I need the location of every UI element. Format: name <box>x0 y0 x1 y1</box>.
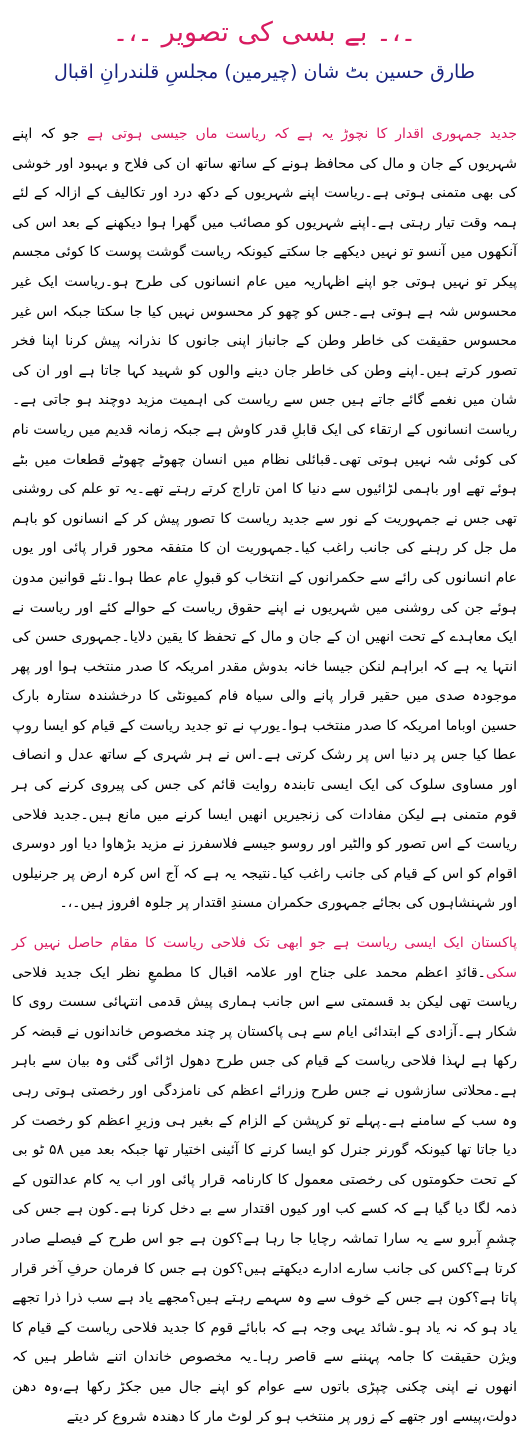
article-paragraph-1 <box>12 120 517 919</box>
article-byline: طارق حسین بٹ شان (چیرمین) مجلسِ قلندرانِ اقبال <box>54 61 475 83</box>
paragraph-2-highlight: پاکستان ایک ایسی ریاست ہے جو ابھی تک فلاحی ریاست کا مقام حاصل نہیں کر سکی <box>12 935 517 981</box>
paragraph-2-body: ۔قائدِ اعظم محمد علی جناح اور علامہ اقبال کا مطمعِ نظر ایک جدید فلاحی ریاست تھی لیکن بد قسمتی سے اس جانب ہماری پیش قدمی انتہائی سست روی کا شکار ہے۔آزادی کے ابتدائی ایام سے ہی پاکستان پر چند مخصوص خاندانوں نے قبضہ کر رکھا ہے لہذا فلاحی ریاست کے قیام کی جس طرح دھول اڑائی گئی وہ بیان سے باہر ہے۔محلاتی سازشوں نے جس طرح وزرائے اعظم کی نامزدگی اور رخصتی ہوتی رہی وہ سب کے سامنے ہے۔پہلے تو کرپشن کے الزام کے بغیر ہی وزیرِ اعظم کو رخصت کر دیا جاتا تھا کیونکہ گورنر جنرل کو ایسا کرنے کا آئینی اختیار تھا جبکہ بعد میں ۵۸ ٹو بی کے تحت حکومتوں کی رخصتی معمول کا کارنامہ قرار پائی اور اب یہ کام عدالتوں کے ذمہ لگا دیا گیا ہے کہ کسے کب اور کیوں اقتدار سے بے دخل کرنا ہے۔کون ہے جس کی چشمِ آبرو سے یہ سارا تماشہ رچایا جا رہا ہے؟کون ہے جو اس طرح کے فیصلے صادر کرتا ہے؟کس کی جانب سارے ادارے دیکھتے ہیں؟کون ہے جس کا فرمان حرفِ آخر قرار پاتا ہے؟کون ہے جس کے خوف سے وہ سہمے رہتے ہیں؟مجھے یاد ہے سب ذرا ذرا تجھے یاد ہو کہ نہ یاد ہو۔شائد یہی وجہ ہے کہ بابائے قوم کا جدید فلاحی ریاست کے قیام کا ویژن حقیقت کا جامہ پہننے سے قاصر رہا۔یہ مخصوص خاندان اتنے شاطر ہیں کہ انھوں نے اپنی چکنی چپڑی باتوں سے عوام کو اپنے جال میں جکڑ رکھا ہے،وہ دھن دولت،پیسے اور جتھے کے زور پر منتخب ہو کر لوٹ مار کا دھندہ شروع کر دیتے <box>12 964 517 1425</box>
title-spacer <box>12 86 517 120</box>
article-paragraph-2 <box>12 929 517 1432</box>
paragraph-1-highlight: جدید جمہوری اقدار کا نچوڑ یہ ہے کہ ریاست ماں جیسی ہوتی ہے <box>87 126 517 142</box>
paragraph-1-body: جو کہ اپنے شہریوں کے جان و مال کی محافظ ہونے کے ساتھ ساتھ ان کی فلاح و بہبود اور خوشی کی بھی متمنی ہوتی ہے۔ریاست اپنے شہریوں کے دکھ درد اور تکالیف کے ازالہ کے لئے ہمہ وقت تیار رہتی ہے۔اپنے شہریوں کو مصائب میں گھرا ہوا دیکھنے کے بعد اس کی آنکھوں میں آنسو تو نہیں دیکھے جا سکتے کیونکہ ریاست گوشت پوست کا کوئی مجسم پیکر تو نہیں ہوتی جو اپنے اظہاریہ میں عام انسانوں کی طرح ہو۔ریاست ایک غیر محسوس شہ ہے ہوتی ہے۔جس کو چھو کر محسوس نہیں کیا جا سکتا جبکہ اس غیر محسوس حقیقت کی خاطر وطن کے جانباز اپنی جانوں کا نذرانہ پیش کرنا اپنا فخر تصور کرتے ہیں۔اپنے وطن کی خاطر جان دینے والوں کو شہید کہا جاتا ہے اور ان کی شان میں نغمے گائے جاتے ہیں جس سے ریاست کی اہمیت مزید دوچند ہو جاتی ہے۔ریاست انسانوں کے ارتقاء کی ایک قابلِ قدر کاوش ہے جبکہ زمانہ قدیم میں ریاست نام کی کوئی شہ نہیں ہوتی تھی۔قبائلی نظام میں انسان چھوٹے چھوٹے قطعات میں بٹے ہوئے تھے اور باہمی لڑائیوں سے دنیا کا امن تاراج کرتے رہتے تھے۔یہ تو علم کی روشنی تھی جس نے جمہوریت کے نور سے جدید ریاست کا تصور پیش کر کے انسانوں کو باہم مل جل کر رہنے کی جانب راغب کیا۔جمہوریت ان کا متفقہ محور قرار پائی اور یوں عام انسانوں کی رائے سے حکمرانوں کے انتخاب کو قبولِ عام عطا ہوا۔نئے قوانین مدون ہوئے جن کی روشنی میں شہریوں نے اپنے حقوق ریاست کے حوالے کئے اور ریاست نے ایک معاہدے کے تحت انھیں ان کے جان و مال کے تحفظ کا یقین دلایا۔جمہوری حسن کی انتہا یہ ہے کہ ابراہم لنکن جیسا خانہ بدوش مقدر امریکہ کا صدر منتخب ہوا اور پھر موجودہ صدی میں حقیر قرار پانے والی سیاہ فام کمیونٹی کا درخشندہ ستارہ بارک حسین اوباما امریکہ کا صدر منتخب ہوا۔یورپ نے تو جدید ریاست کے قیام کو ایسا روپ عطا کیا جس پر دنیا اس پر رشک کرتی ہے۔اس نے ہر شہری کے ساتھ عدل و انصاف اور مساوی سلوک کی ایک ایسی تابندہ روایت قائم کی جس کی پیروی کرنے کی ہر قوم متمنی ہے لیکن مفادات کی زنجیریں انھیں ایسا کرنے میں مانع ہیں۔جدید فلاحی ریاست کے اس تصور کو والٹیر اور روسو جیسے فلاسفرز نے مزید بڑھاوا دیا اور دوسری اقوام کو اس کے قیام کی جانب راغب کیا۔نتیجہ یہ ہے کہ آج اس کرہ ارض پر جرنیلوں اور شہنشاہوں کی بجائے جمہوری حکمران مسندِ اقتدار پر جلوہ افروز ہیں۔،۔ <box>12 126 517 912</box>
article-title: ۔،۔ بے بسی کی تصویر ۔،۔ <box>112 17 417 48</box>
